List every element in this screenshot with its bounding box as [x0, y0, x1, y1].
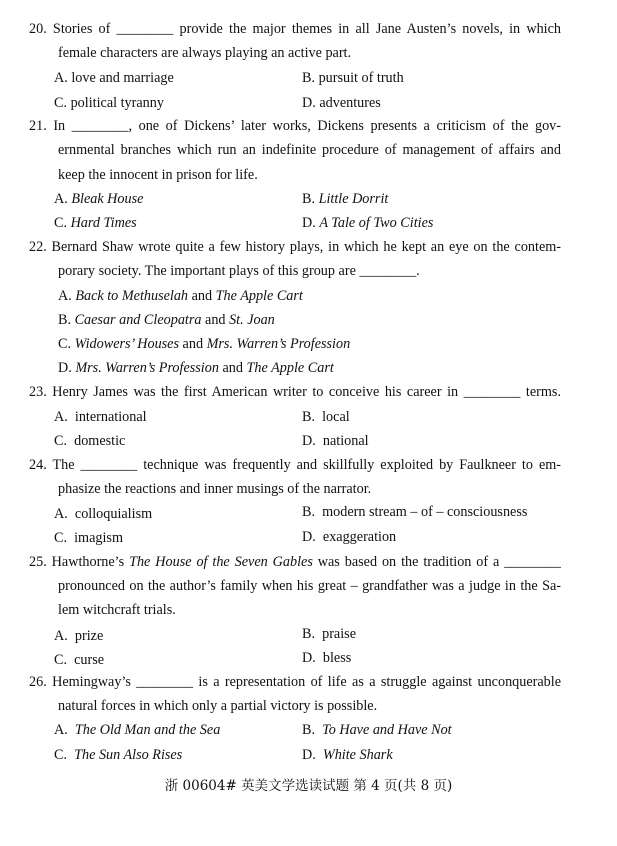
option-text: curse	[74, 652, 105, 668]
option-text: imagism	[74, 530, 123, 546]
option-text: national	[322, 433, 369, 449]
option-letter: C.	[54, 215, 68, 231]
option-text: local	[322, 409, 350, 425]
option-text: colloquialism	[74, 506, 153, 522]
option-c[interactable]	[54, 746, 182, 764]
option-title: Back to Methuselah	[75, 288, 189, 304]
option-text: A Tale of Two Cities	[319, 215, 434, 231]
option-letter: C.	[58, 336, 72, 352]
option-text: political tyranny	[70, 95, 164, 111]
question-stem-line: 21. In ________, one of Dickens’ later works, Dickens presents a criticism of the gov-	[29, 118, 561, 134]
option-text: praise	[322, 626, 356, 642]
option-title: The Apple Cart	[215, 288, 303, 304]
question-stem-line: lem witchcraft trials.	[58, 602, 176, 618]
option-letter: C.	[54, 652, 68, 668]
option-a[interactable]	[54, 190, 143, 208]
option-d[interactable]	[302, 214, 433, 232]
question-stem-line: natural forces in which only a partial victory is possible.	[58, 698, 378, 714]
option-a[interactable]	[54, 721, 220, 739]
question-stem-line: female characters are always playing an active part.	[58, 45, 352, 61]
option-b[interactable]	[302, 190, 388, 208]
option-letter: D.	[302, 529, 316, 545]
option-title: Mrs. Warren’s Profession	[75, 360, 219, 376]
option-text: Little Dorrit	[318, 191, 389, 207]
option-c[interactable]	[54, 94, 164, 112]
question-stem-line: ernmental branches which run an indefinite procedure of management of affairs and	[58, 142, 561, 158]
option-letter: C.	[54, 95, 68, 111]
option-letter: B.	[302, 191, 316, 207]
option-letter: A.	[54, 722, 68, 738]
option-letter: A.	[54, 409, 68, 425]
question-stem-line: 20. Stories of ________ provide the major themes in all Jane Austen’s novels, in which	[29, 21, 561, 37]
option-text: love and marriage	[71, 70, 174, 86]
stem-text: 25. Hawthorne’s	[29, 554, 130, 570]
option-letter: A.	[54, 628, 68, 644]
option-a[interactable]	[54, 408, 147, 426]
option-letter: C.	[54, 747, 68, 763]
question-stem-line: 26. Hemingway’s ________ is a representation of life as a struggle against unconquerable	[29, 674, 561, 690]
option-d[interactable]	[302, 649, 351, 667]
option-text: adventures	[319, 95, 381, 111]
option-d[interactable]	[302, 746, 393, 764]
option-conjunction: and	[205, 312, 226, 328]
page-footer: 浙 00604# 英美文学选读试题 第 4 页(共 8 页)	[164, 778, 453, 794]
question-stem-line: 23. Henry James was the first American writer to conceive his career in ________ terms.	[29, 384, 561, 400]
option-c[interactable]	[54, 214, 137, 232]
option-letter: B.	[302, 504, 316, 520]
question-stem-line: phasize the reactions and inner musings of the narrator.	[58, 481, 372, 497]
option-letter: B.	[302, 722, 316, 738]
option-letter: A.	[54, 70, 68, 86]
option-title: Mrs. Warren’s Profession	[206, 336, 351, 352]
option-c[interactable]	[54, 432, 125, 450]
option-c[interactable]	[54, 529, 123, 547]
option-letter: C.	[54, 530, 68, 546]
option-b[interactable]	[302, 503, 527, 521]
option-letter: B.	[302, 409, 316, 425]
option-a[interactable]	[54, 69, 174, 87]
option-letter: D.	[302, 433, 316, 449]
option-text: prize	[74, 628, 104, 644]
stem-text: was based on the tradition of a ________	[312, 554, 561, 570]
option-letter: B.	[302, 626, 316, 642]
option-letter: C.	[54, 433, 68, 449]
option-c[interactable]	[54, 651, 104, 669]
option-letter: D.	[58, 360, 72, 376]
option-b[interactable]	[302, 721, 452, 739]
option-c[interactable]	[58, 335, 350, 353]
question-stem-line	[29, 553, 561, 571]
option-d[interactable]	[302, 94, 381, 112]
option-letter: A.	[54, 191, 68, 207]
option-letter: A.	[58, 288, 72, 304]
option-text: pursuit of truth	[318, 70, 404, 86]
option-title: Widowers’ Houses	[74, 336, 179, 352]
option-letter: B.	[302, 70, 316, 86]
option-text: The Sun Also Rises	[74, 747, 183, 763]
option-d[interactable]	[302, 528, 396, 546]
option-text: domestic	[74, 433, 126, 449]
option-title: St. Joan	[229, 312, 275, 328]
option-b[interactable]	[302, 408, 350, 426]
question-stem-line: pronounced on the author’s family when his great – grandfather was a judge in the Sa-	[58, 578, 561, 594]
question-stem-line: porary society. The important plays of this group are ________.	[58, 263, 420, 279]
option-text: exaggeration	[322, 529, 397, 545]
option-text: Bleak House	[71, 191, 144, 207]
option-conjunction: and	[182, 336, 204, 352]
option-letter: D.	[302, 747, 316, 763]
option-letter: D.	[302, 95, 316, 111]
option-b[interactable]	[58, 311, 275, 329]
option-a[interactable]	[54, 627, 103, 645]
option-title: Caesar and Cleopatra	[74, 312, 202, 328]
option-letter: A.	[54, 506, 68, 522]
option-a[interactable]	[54, 505, 152, 523]
option-letter: D.	[302, 650, 316, 666]
question-stem-line: 22. Bernard Shaw wrote quite a few history plays, in which he kept an eye on the contem-	[29, 239, 561, 255]
option-text: To Have and Have Not	[322, 722, 452, 738]
option-d[interactable]	[58, 359, 334, 377]
option-text: modern stream – of – consciousness	[322, 504, 528, 520]
option-a[interactable]	[58, 287, 303, 305]
option-letter: B.	[58, 312, 72, 328]
option-d[interactable]	[302, 432, 369, 450]
option-text: The Old Man and the Sea	[74, 722, 221, 738]
option-text: White Shark	[322, 747, 393, 763]
option-letter: D.	[302, 215, 316, 231]
option-conjunction: and	[191, 288, 213, 304]
option-title: The Apple Cart	[246, 360, 334, 376]
option-text: international	[74, 409, 147, 425]
option-conjunction: and	[222, 360, 243, 376]
option-text: Hard Times	[70, 215, 137, 231]
question-stem-line: keep the innocent in prison for life.	[58, 167, 258, 183]
question-stem-line: 24. The ________ technique was frequently and skillfully exploited by Faulkneer to em-	[29, 457, 561, 473]
option-text: bless	[322, 650, 352, 666]
stem-title: The House of the Seven Gables	[129, 554, 313, 570]
option-b[interactable]	[302, 69, 404, 87]
option-b[interactable]	[302, 625, 356, 643]
